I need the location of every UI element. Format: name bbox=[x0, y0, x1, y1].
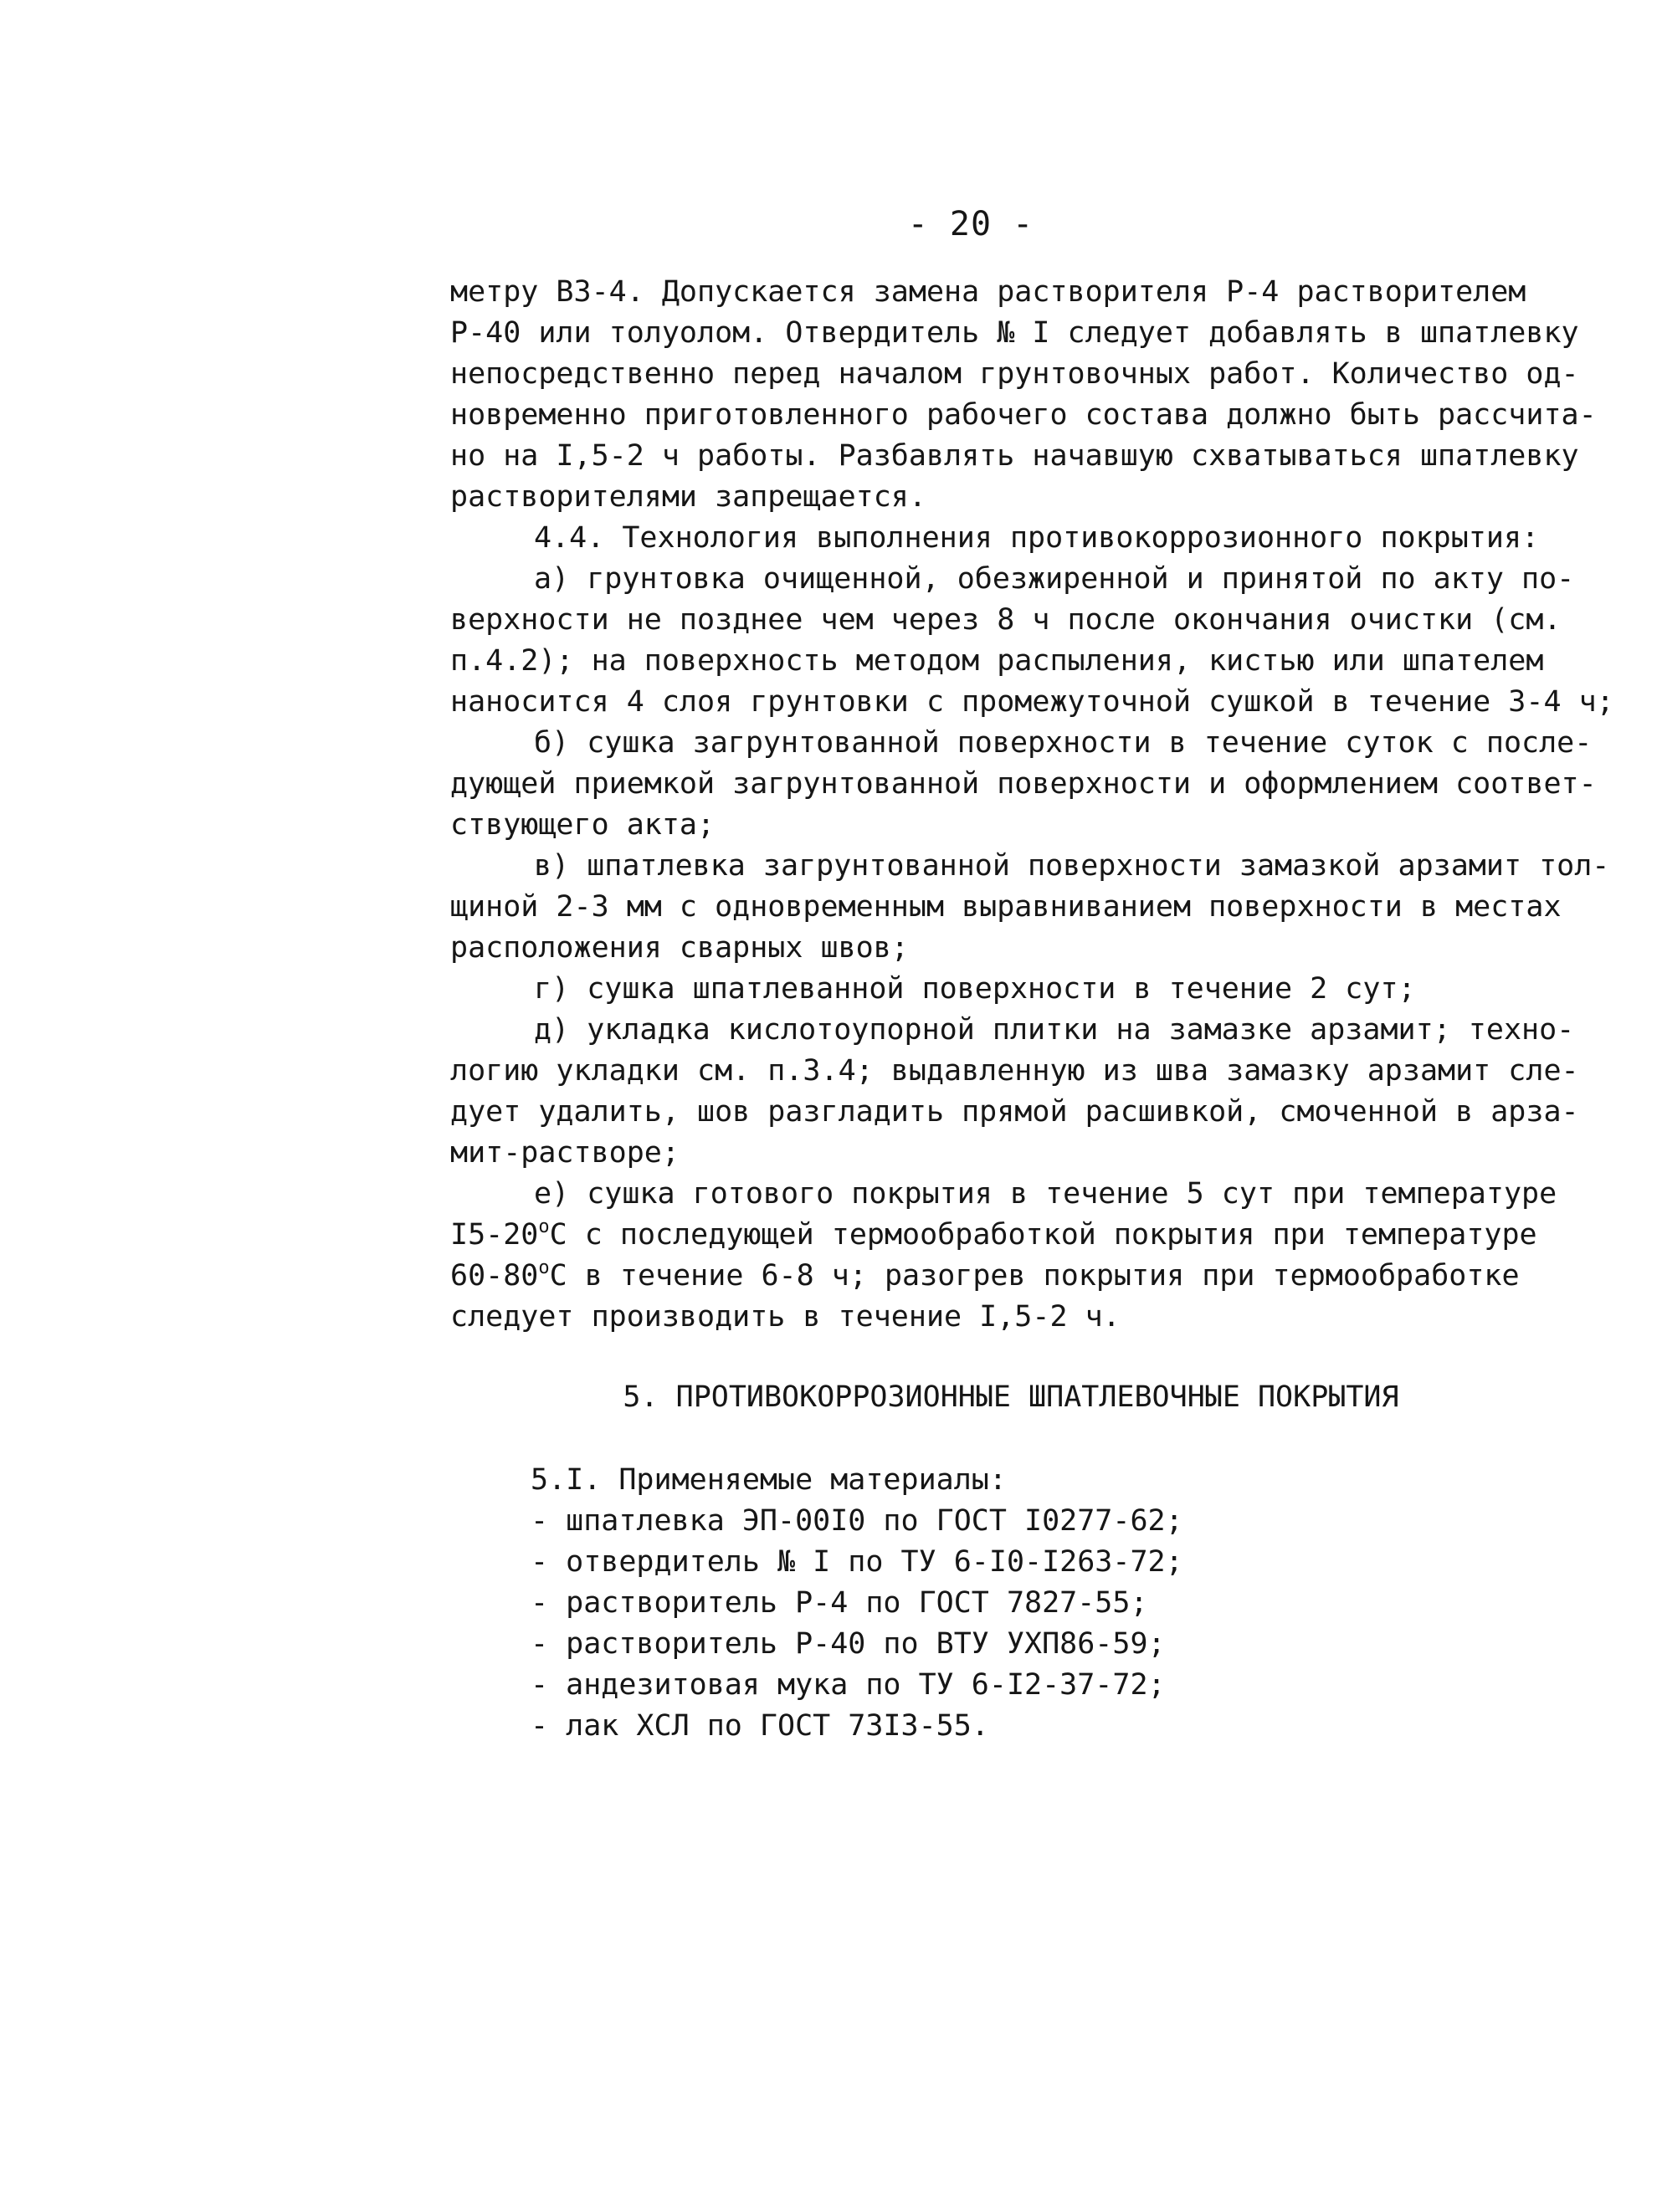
temp-range-1: I5-20 bbox=[450, 1218, 539, 1252]
text-line: логию укладки см. п.3.4; выдавленную из шва замазку арзамит сле- bbox=[450, 1054, 1579, 1088]
temp-text-1: С с последующей термообработкой покрытия при температуре bbox=[549, 1218, 1537, 1252]
text-line: п.4.2); на поверхность методом распыления, кистью или шпателем bbox=[450, 644, 1544, 678]
page-number: - 20 - bbox=[907, 205, 1034, 243]
temp-range-2: 60-80 bbox=[450, 1259, 539, 1293]
materials-list bbox=[450, 1460, 1538, 1747]
paragraph-heading-4-4: 4.4. Технология выполнения противокоррозионного покрытия: bbox=[534, 521, 1540, 555]
material-item: - андезитовая мука по ТУ 6-I2-37-72; bbox=[531, 1668, 1166, 1702]
text-line: метру ВЗ-4. Допускается замена растворителя Р-4 растворителем bbox=[450, 275, 1526, 309]
text-line: но на I,5-2 ч работы. Разбавлять начавшую схватываться шпатлевку bbox=[450, 439, 1579, 473]
text-line: Р-40 или толуолом. Отвердитель № I следует добавлять в шпатлевку bbox=[450, 316, 1579, 350]
list-item-d: д) укладка кислотоупорной плитки на замазке арзамит; техно- bbox=[534, 1013, 1575, 1047]
text-line: верхности не позднее чем через 8 ч после окончания очистки (см. bbox=[450, 603, 1562, 637]
list-item-a: а) грунтовка очищенной, обезжиренной и принятой по акту по- bbox=[534, 562, 1575, 596]
text-line: дует удалить, шов разгладить прямой расшивкой, смоченной в арза- bbox=[450, 1095, 1579, 1129]
material-item: - отвердитель № I по ТУ 6-I0-I263-72; bbox=[531, 1545, 1183, 1579]
material-item: - лак ХСЛ по ГОСТ 73I3-55. bbox=[531, 1709, 989, 1743]
material-item: - растворитель Р-4 по ГОСТ 7827-55; bbox=[531, 1586, 1148, 1620]
temperature-line-2 bbox=[450, 1256, 1538, 1297]
material-item: - растворитель Р-40 по ВТУ УХП86-59; bbox=[531, 1627, 1166, 1661]
text-line: дующей приемкой загрунтованной поверхности и оформлением соответ- bbox=[450, 767, 1597, 801]
temp-text-2: С в течение 6-8 ч; разогрев покрытия при термообработке bbox=[549, 1259, 1520, 1293]
text-line: наносится 4 слоя грунтовки с промежуточной сушкой в течение 3-4 ч; bbox=[450, 685, 1614, 719]
list-item-v: в) шпатлевка загрунтованной поверхности замазкой арзамит тол- bbox=[534, 849, 1610, 883]
temperature-line-1 bbox=[450, 1215, 1538, 1256]
list-item-e: е) сушка готового покрытия в течение 5 сут при температуре bbox=[534, 1177, 1557, 1211]
text-line: щиной 2-3 мм с одновременным выравниванием поверхности в местах bbox=[450, 890, 1562, 924]
material-item: - шпатлевка ЭП-00I0 по ГОСТ I0277-62; bbox=[531, 1504, 1183, 1538]
text-line: растворителями запрещается. bbox=[450, 480, 926, 514]
list-item-b: б) сушка загрунтованной поверхности в течение суток с после- bbox=[534, 726, 1593, 760]
text-line: расположения сварных швов; bbox=[450, 931, 909, 965]
degree-superscript: o bbox=[538, 1257, 550, 1278]
materials-title: 5.I. Применяемые материалы: bbox=[531, 1463, 1007, 1497]
text-line: ствующего акта; bbox=[450, 808, 716, 842]
degree-superscript: o bbox=[538, 1216, 550, 1237]
text-line: новременно приготовленного рабочего состава должно быть рассчита- bbox=[450, 398, 1597, 432]
text-line: следует производить в течение I,5-2 ч. bbox=[450, 1300, 1121, 1334]
body-text bbox=[450, 272, 1614, 1338]
section-heading: 5. ПРОТИВОКОРРОЗИОННЫЕ ШПАТЛЕВОЧНЫЕ ПОКРЫТИЯ bbox=[623, 1380, 1399, 1414]
text-line: непосредственно перед началом грунтовочных работ. Количество од- bbox=[450, 357, 1579, 391]
text-line: мит-растворе; bbox=[450, 1136, 680, 1170]
list-item-g: г) сушка шпатлеванной поверхности в течение 2 сут; bbox=[534, 972, 1416, 1006]
